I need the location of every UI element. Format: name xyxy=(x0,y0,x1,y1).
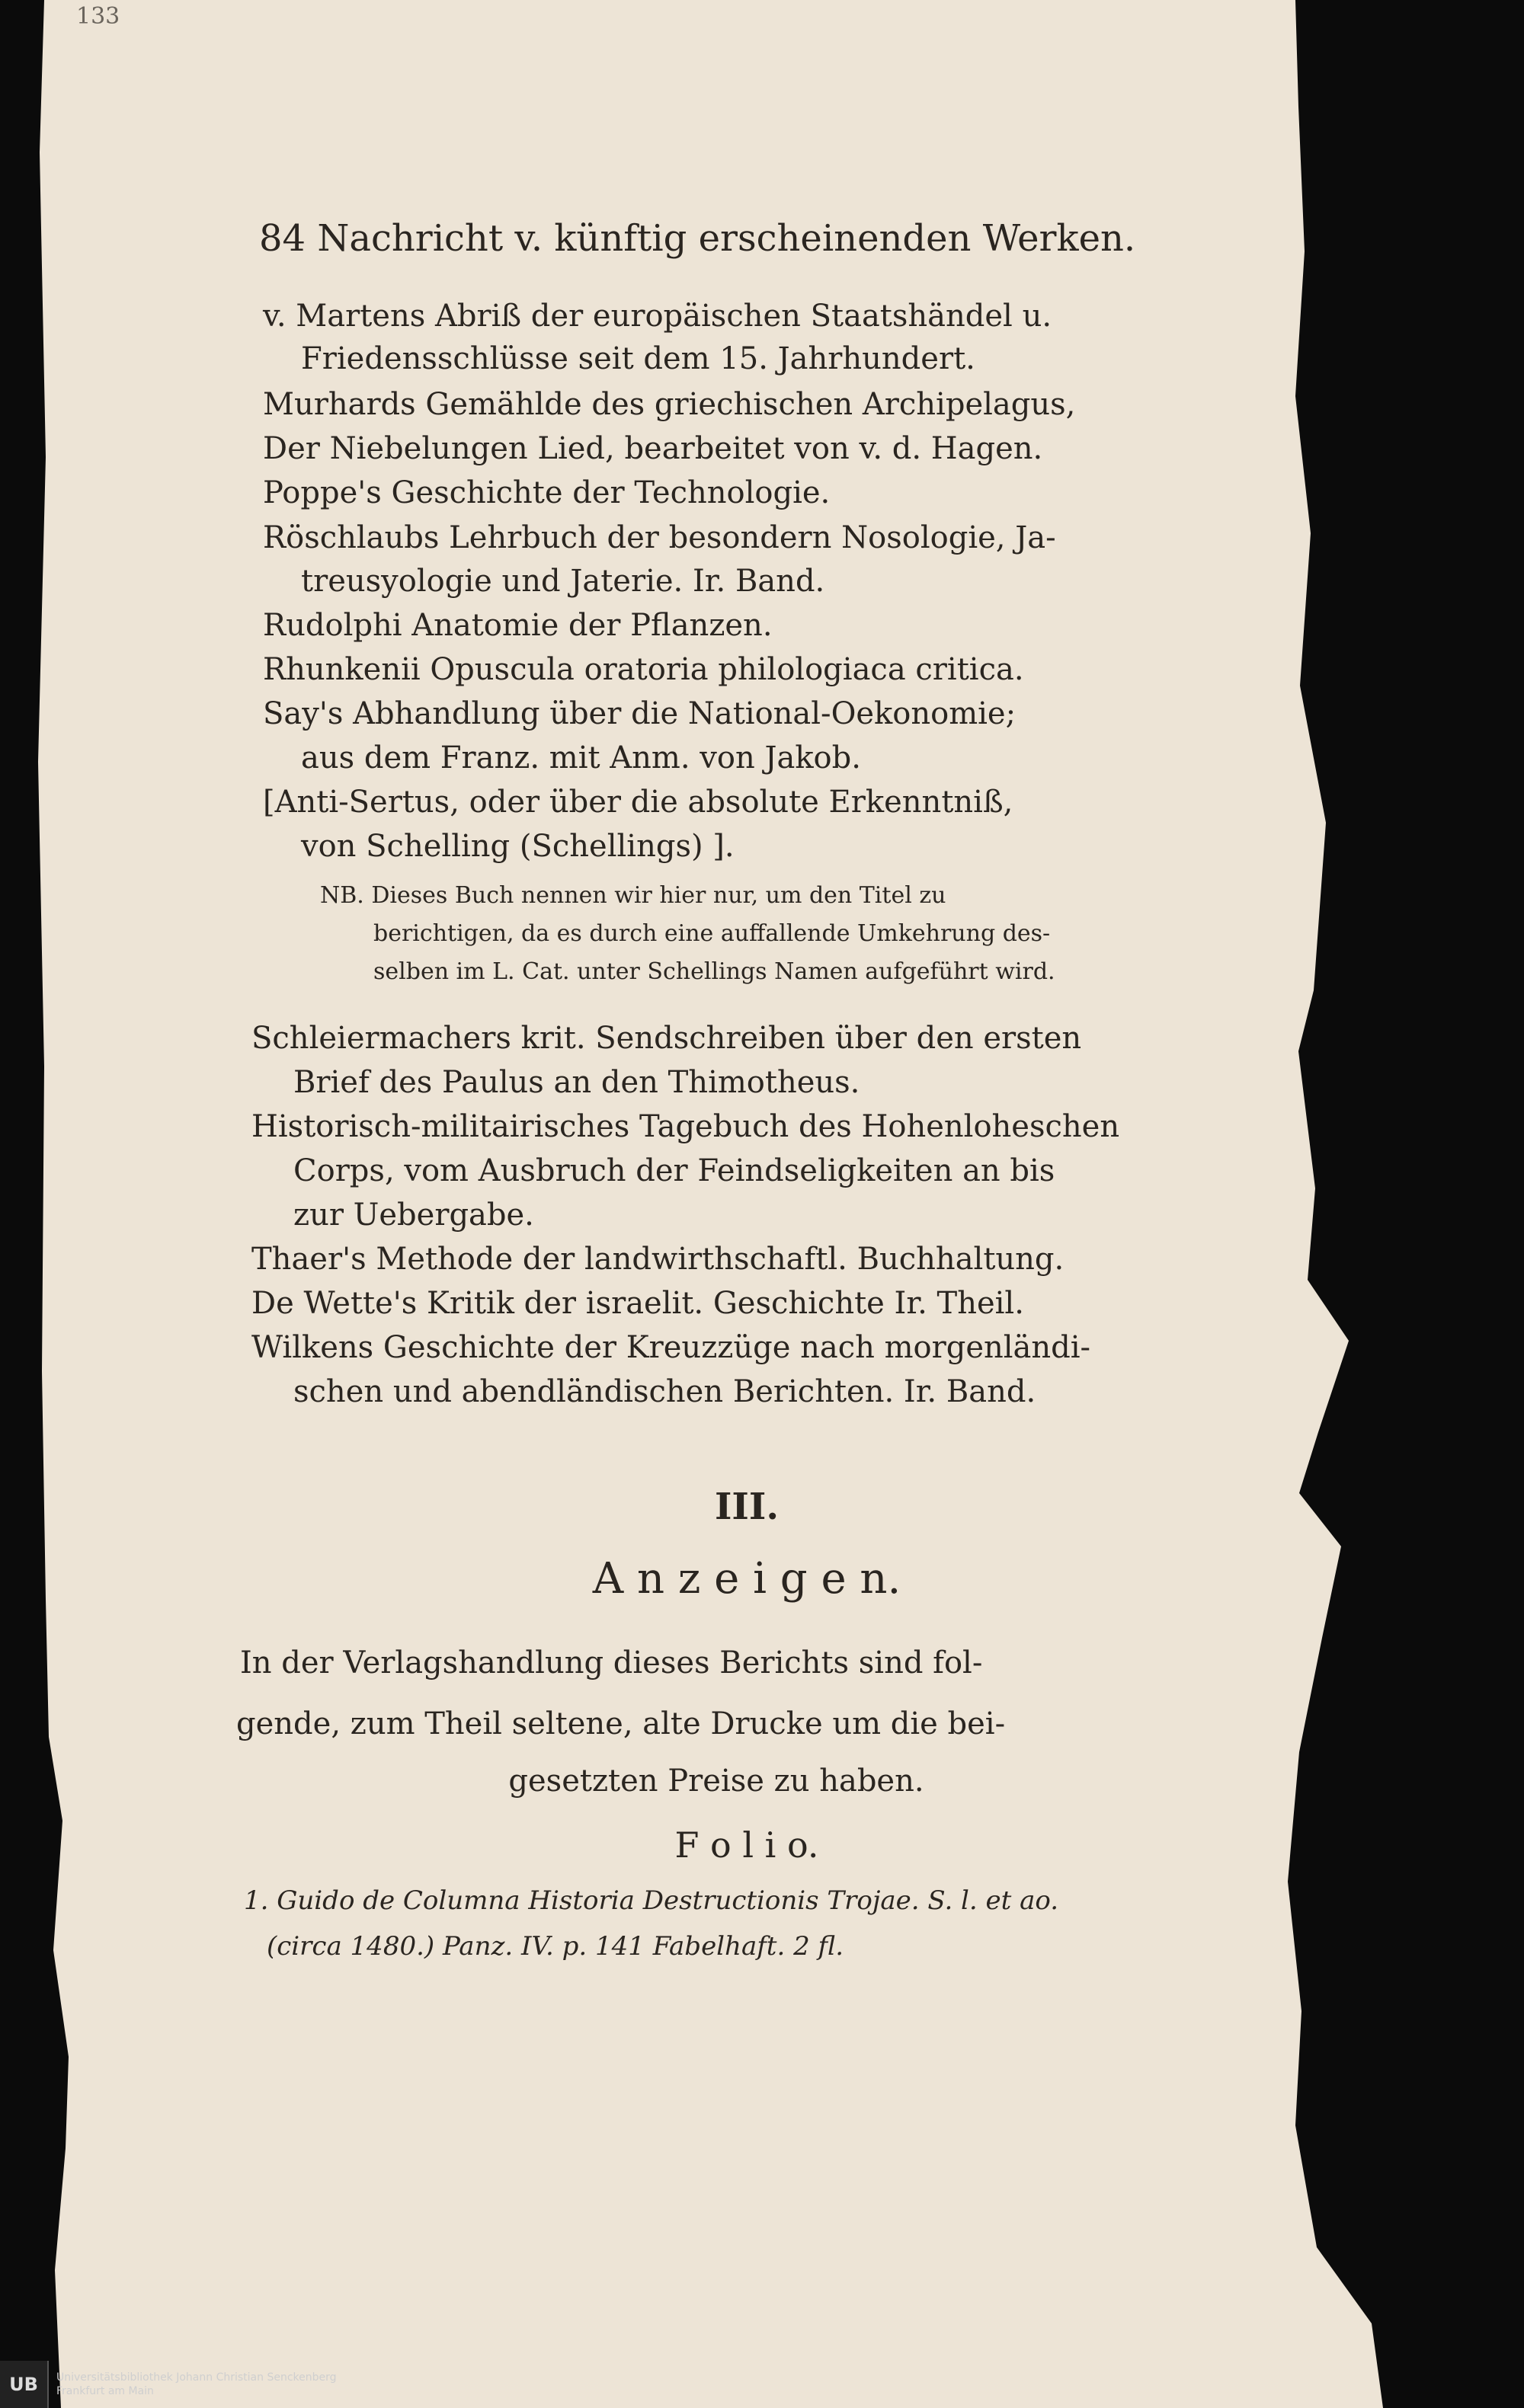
format-heading: F o l i o. xyxy=(674,1824,819,1866)
ub-logo: UB xyxy=(0,2361,49,2408)
entry-line: Der Niebelungen Lied, bearbeitet von v. d. Hagen. xyxy=(263,431,1043,466)
entry-line: Rhunkenii Opuscula oratoria philologiaca critica. xyxy=(263,652,1024,687)
entry-line: Historisch-militairisches Tagebuch des Hohenloheschen xyxy=(251,1109,1120,1144)
footer-line: Universitätsbibliothek Johann Christian Senckenberg xyxy=(56,2371,337,2384)
entry-line: Wilkens Geschichte der Kreuzzüge nach morgenländi- xyxy=(251,1330,1091,1365)
section-number: III. xyxy=(714,1485,780,1528)
entry-line: Rudolphi Anatomie der Pflanzen. xyxy=(263,608,773,643)
intro-line: In der Verlagshandlung dieses Berichts sind fol- xyxy=(240,1645,983,1680)
entry-line: [Anti-Sertus, oder über die absolute Erkenntniß, xyxy=(263,785,1013,820)
entry-line: Thaer's Methode der landwirthschaftl. Buchhaltung. xyxy=(251,1242,1065,1277)
entry-line: aus dem Franz. mit Anm. von Jakob. xyxy=(301,740,861,775)
entry-line: v. Martens Abriß der europäischen Staatshändel u. xyxy=(263,299,1052,334)
entry-line: Schleiermachers krit. Sendschreiben über den ersten xyxy=(251,1021,1082,1056)
entry-line: De Wette's Kritik der israelit. Geschichte Ir. Theil. xyxy=(251,1286,1024,1321)
note-line: selben im L. Cat. unter Schellings Namen aufgeführt wird. xyxy=(373,958,1055,985)
intro-line: gende, zum Theil seltene, alte Drucke um die bei- xyxy=(236,1706,1006,1741)
intro-line: gesetzten Preise zu haben. xyxy=(508,1764,924,1799)
note-line: NB. Dieses Buch nennen wir hier nur, um den Titel zu xyxy=(320,882,946,909)
footer-line: Frankfurt am Main xyxy=(56,2385,154,2397)
entry-line: zur Uebergabe. xyxy=(293,1198,534,1233)
entry-line: treusyologie und Jaterie. Ir. Band. xyxy=(301,564,825,599)
running-head: 84 Nachricht v. künftig erscheinenden Werken. xyxy=(259,217,1136,260)
entry-line: von Schelling (Schellings) ]. xyxy=(301,829,735,864)
entry-line: Brief des Paulus an den Thimotheus. xyxy=(293,1065,860,1100)
entry-line: schen und abendländischen Berichten. Ir. Band. xyxy=(293,1374,1036,1409)
entry-line: Say's Abhandlung über die National-Oekonomie; xyxy=(263,696,1017,731)
entry-line: Friedensschlüsse seit dem 15. Jahrhundert. xyxy=(301,341,975,376)
listing-line: (circa 1480.) Panz. IV. p. 141 Fabelhaft. 2 fl. xyxy=(267,1931,844,1962)
entry-line: Corps, vom Ausbruch der Feindseligkeiten an bis xyxy=(293,1153,1055,1188)
note-line: berichtigen, da es durch eine auffallende Umkehrung des- xyxy=(373,920,1051,947)
corner-mark: 133 xyxy=(76,3,120,30)
footer-credit xyxy=(56,2371,337,2398)
section-title: A n z e i g e n. xyxy=(592,1554,901,1604)
library-footer xyxy=(0,2361,411,2408)
listing-line: 1. Guido de Columna Historia Destructionis Trojae. S. l. et ao. xyxy=(244,1885,1059,1916)
entry-line: Röschlaubs Lehrbuch der besondern Nosologie, Ja- xyxy=(263,520,1056,555)
entry-line: Poppe's Geschichte der Technologie. xyxy=(263,475,831,510)
entry-line: Murhards Gemählde des griechischen Archipelagus, xyxy=(263,387,1076,422)
